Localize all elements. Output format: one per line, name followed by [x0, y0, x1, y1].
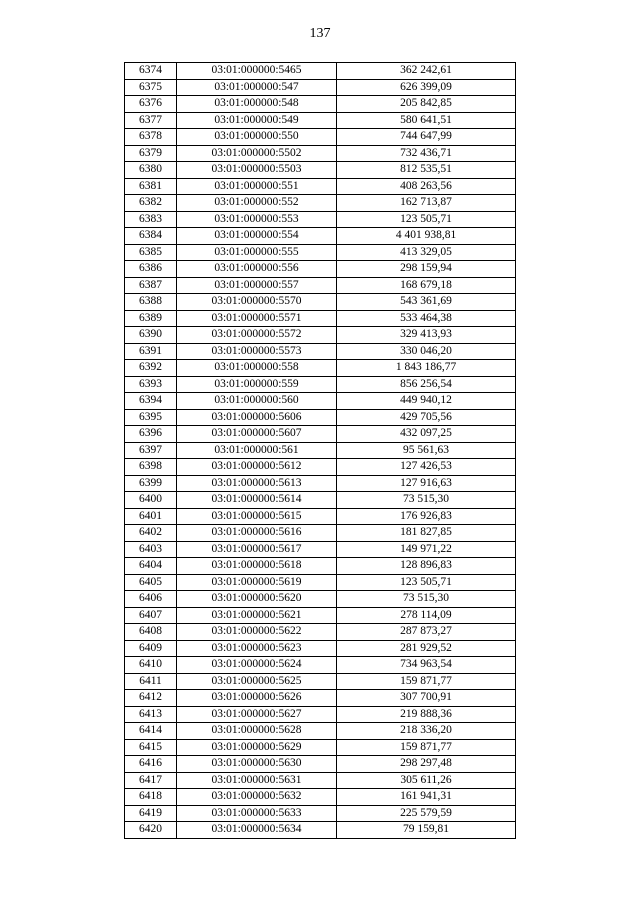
row-number-cell: 6417: [125, 772, 177, 789]
cadastral-number-cell: 03:01:000000:5573: [177, 343, 337, 360]
row-number-cell: 6419: [125, 805, 177, 822]
cadastral-number-cell: 03:01:000000:5617: [177, 541, 337, 558]
cadastral-value-cell: 812 535,51: [337, 162, 516, 179]
row-number-cell: 6420: [125, 822, 177, 839]
row-number-cell: 6384: [125, 228, 177, 245]
cadastral-value-cell: 281 929,52: [337, 640, 516, 657]
row-number-cell: 6383: [125, 211, 177, 228]
cadastral-number-cell: 03:01:000000:5502: [177, 145, 337, 162]
row-number-cell: 6401: [125, 508, 177, 525]
row-number-cell: 6374: [125, 63, 177, 80]
row-number-cell: 6395: [125, 409, 177, 426]
page-number: 137: [309, 26, 331, 41]
table-row: [125, 508, 516, 525]
table-row: [125, 558, 516, 575]
cadastral-number-cell: 03:01:000000:5615: [177, 508, 337, 525]
cadastral-number-cell: 03:01:000000:549: [177, 112, 337, 129]
table-row: [125, 525, 516, 542]
row-number-cell: 6414: [125, 723, 177, 740]
cadastral-value-cell: 287 873,27: [337, 624, 516, 641]
cadastral-value-cell: 413 329,05: [337, 244, 516, 261]
row-number-cell: 6411: [125, 673, 177, 690]
cadastral-number-cell: 03:01:000000:5465: [177, 63, 337, 80]
cadastral-value-cell: 307 700,91: [337, 690, 516, 707]
table-row: [125, 195, 516, 212]
table-row: [125, 409, 516, 426]
row-number-cell: 6407: [125, 607, 177, 624]
cadastral-number-cell: 03:01:000000:5616: [177, 525, 337, 542]
row-number-cell: 6410: [125, 657, 177, 674]
cadastral-number-cell: 03:01:000000:5613: [177, 475, 337, 492]
table-row: [125, 442, 516, 459]
cadastral-number-cell: 03:01:000000:5626: [177, 690, 337, 707]
table-body: [125, 63, 516, 839]
table-row: [125, 96, 516, 113]
row-number-cell: 6392: [125, 360, 177, 377]
table-row: [125, 591, 516, 608]
table-row: [125, 459, 516, 476]
cadastral-value-cell: 734 963,54: [337, 657, 516, 674]
row-number-cell: 6413: [125, 706, 177, 723]
row-number-cell: 6408: [125, 624, 177, 641]
cadastral-number-cell: 03:01:000000:5622: [177, 624, 337, 641]
row-number-cell: 6400: [125, 492, 177, 509]
cadastral-number-cell: 03:01:000000:5624: [177, 657, 337, 674]
table-row: [125, 657, 516, 674]
cadastral-value-cell: 732 436,71: [337, 145, 516, 162]
cadastral-number-cell: 03:01:000000:5633: [177, 805, 337, 822]
cadastral-value-cell: 744 647,99: [337, 129, 516, 146]
cadastral-value-cell: 168 679,18: [337, 277, 516, 294]
row-number-cell: 6376: [125, 96, 177, 113]
row-number-cell: 6418: [125, 789, 177, 806]
table-row: [125, 789, 516, 806]
cadastral-value-cell: 330 046,20: [337, 343, 516, 360]
cadastral-value-cell: 149 971,22: [337, 541, 516, 558]
table-row: [125, 772, 516, 789]
cadastral-value-cell: 123 505,71: [337, 574, 516, 591]
row-number-cell: 6399: [125, 475, 177, 492]
cadastral-number-cell: 03:01:000000:5618: [177, 558, 337, 575]
cadastral-value-cell: 159 871,77: [337, 673, 516, 690]
cadastral-value-cell: 79 159,81: [337, 822, 516, 839]
table-row: [125, 624, 516, 641]
cadastral-value-cell: 278 114,09: [337, 607, 516, 624]
cadastral-number-cell: 03:01:000000:5634: [177, 822, 337, 839]
cadastral-value-cell: 856 256,54: [337, 376, 516, 393]
table-row: [125, 805, 516, 822]
cadastral-number-cell: 03:01:000000:5621: [177, 607, 337, 624]
table-row: [125, 244, 516, 261]
cadastral-number-cell: 03:01:000000:5606: [177, 409, 337, 426]
cadastral-number-cell: 03:01:000000:5625: [177, 673, 337, 690]
table-row: [125, 162, 516, 179]
row-number-cell: 6378: [125, 129, 177, 146]
table-row: [125, 574, 516, 591]
cadastral-number-cell: 03:01:000000:5630: [177, 756, 337, 773]
cadastral-value-cell: 580 641,51: [337, 112, 516, 129]
table-row: [125, 541, 516, 558]
row-number-cell: 6409: [125, 640, 177, 657]
cadastral-number-cell: 03:01:000000:5570: [177, 294, 337, 311]
cadastral-value-cell: 449 940,12: [337, 393, 516, 410]
row-number-cell: 6375: [125, 79, 177, 96]
row-number-cell: 6393: [125, 376, 177, 393]
row-number-cell: 6377: [125, 112, 177, 129]
cadastral-value-cell: 429 705,56: [337, 409, 516, 426]
table-row: [125, 393, 516, 410]
cadastral-number-cell: 03:01:000000:553: [177, 211, 337, 228]
cadastral-value-cell: 159 871,77: [337, 739, 516, 756]
cadastral-number-cell: 03:01:000000:5607: [177, 426, 337, 443]
cadastral-value-cell: 123 505,71: [337, 211, 516, 228]
table-row: [125, 706, 516, 723]
row-number-cell: 6391: [125, 343, 177, 360]
cadastral-value-cell: 432 097,25: [337, 426, 516, 443]
table-row: [125, 723, 516, 740]
table-row: [125, 63, 516, 80]
table-row: [125, 756, 516, 773]
row-number-cell: 6387: [125, 277, 177, 294]
cadastral-value-cell: 128 896,83: [337, 558, 516, 575]
cadastral-number-cell: 03:01:000000:556: [177, 261, 337, 278]
table-row: [125, 376, 516, 393]
table-row: [125, 640, 516, 657]
table-row: [125, 211, 516, 228]
cadastral-value-cell: 176 926,83: [337, 508, 516, 525]
cadastral-number-cell: 03:01:000000:5503: [177, 162, 337, 179]
cadastral-number-cell: 03:01:000000:554: [177, 228, 337, 245]
cadastral-value-table: [124, 62, 516, 839]
table-row: [125, 79, 516, 96]
row-number-cell: 6381: [125, 178, 177, 195]
cadastral-number-cell: 03:01:000000:5632: [177, 789, 337, 806]
row-number-cell: 6405: [125, 574, 177, 591]
table-row: [125, 739, 516, 756]
cadastral-number-cell: 03:01:000000:5628: [177, 723, 337, 740]
row-number-cell: 6390: [125, 327, 177, 344]
cadastral-value-cell: 298 159,94: [337, 261, 516, 278]
cadastral-number-cell: 03:01:000000:547: [177, 79, 337, 96]
cadastral-value-cell: 1 843 186,77: [337, 360, 516, 377]
cadastral-value-cell: 205 842,85: [337, 96, 516, 113]
cadastral-value-cell: 219 888,36: [337, 706, 516, 723]
row-number-cell: 6389: [125, 310, 177, 327]
cadastral-number-cell: 03:01:000000:5614: [177, 492, 337, 509]
row-number-cell: 6397: [125, 442, 177, 459]
table-row: [125, 673, 516, 690]
cadastral-number-cell: 03:01:000000:5627: [177, 706, 337, 723]
cadastral-value-cell: 543 361,69: [337, 294, 516, 311]
table-row: [125, 426, 516, 443]
row-number-cell: 6380: [125, 162, 177, 179]
table-row: [125, 360, 516, 377]
table-row: [125, 129, 516, 146]
cadastral-value-cell: 329 413,93: [337, 327, 516, 344]
cadastral-number-cell: 03:01:000000:5612: [177, 459, 337, 476]
table-row: [125, 112, 516, 129]
cadastral-number-cell: 03:01:000000:559: [177, 376, 337, 393]
cadastral-number-cell: 03:01:000000:555: [177, 244, 337, 261]
cadastral-value-cell: 626 399,09: [337, 79, 516, 96]
cadastral-number-cell: 03:01:000000:558: [177, 360, 337, 377]
cadastral-number-cell: 03:01:000000:5572: [177, 327, 337, 344]
table-row: [125, 310, 516, 327]
row-number-cell: 6388: [125, 294, 177, 311]
table-row: [125, 145, 516, 162]
cadastral-value-cell: 533 464,38: [337, 310, 516, 327]
cadastral-value-cell: 225 579,59: [337, 805, 516, 822]
table-row: [125, 690, 516, 707]
cadastral-value-cell: 218 336,20: [337, 723, 516, 740]
row-number-cell: 6379: [125, 145, 177, 162]
row-number-cell: 6404: [125, 558, 177, 575]
table-row: [125, 475, 516, 492]
row-number-cell: 6386: [125, 261, 177, 278]
table-row: [125, 261, 516, 278]
cadastral-value-cell: 305 611,26: [337, 772, 516, 789]
cadastral-number-cell: 03:01:000000:5619: [177, 574, 337, 591]
cadastral-number-cell: 03:01:000000:550: [177, 129, 337, 146]
cadastral-number-cell: 03:01:000000:5620: [177, 591, 337, 608]
row-number-cell: 6394: [125, 393, 177, 410]
row-number-cell: 6398: [125, 459, 177, 476]
cadastral-value-cell: 73 515,30: [337, 591, 516, 608]
cadastral-number-cell: 03:01:000000:557: [177, 277, 337, 294]
cadastral-number-cell: 03:01:000000:5629: [177, 739, 337, 756]
table-row: [125, 228, 516, 245]
cadastral-value-cell: 127 916,63: [337, 475, 516, 492]
table-row: [125, 492, 516, 509]
cadastral-number-cell: 03:01:000000:5623: [177, 640, 337, 657]
cadastral-number-cell: 03:01:000000:552: [177, 195, 337, 212]
cadastral-value-cell: 408 263,56: [337, 178, 516, 195]
cadastral-value-cell: 362 242,61: [337, 63, 516, 80]
cadastral-number-cell: 03:01:000000:5571: [177, 310, 337, 327]
table-row: [125, 294, 516, 311]
cadastral-value-cell: 161 941,31: [337, 789, 516, 806]
cadastral-value-cell: 298 297,48: [337, 756, 516, 773]
cadastral-number-cell: 03:01:000000:5631: [177, 772, 337, 789]
cadastral-value-cell: 4 401 938,81: [337, 228, 516, 245]
row-number-cell: 6415: [125, 739, 177, 756]
row-number-cell: 6403: [125, 541, 177, 558]
table-row: [125, 277, 516, 294]
table-row: [125, 607, 516, 624]
cadastral-value-cell: 73 515,30: [337, 492, 516, 509]
row-number-cell: 6402: [125, 525, 177, 542]
row-number-cell: 6396: [125, 426, 177, 443]
row-number-cell: 6412: [125, 690, 177, 707]
cadastral-value-cell: 162 713,87: [337, 195, 516, 212]
cadastral-number-cell: 03:01:000000:548: [177, 96, 337, 113]
row-number-cell: 6406: [125, 591, 177, 608]
table-row: [125, 343, 516, 360]
cadastral-value-cell: 127 426,53: [337, 459, 516, 476]
table-row: [125, 822, 516, 839]
cadastral-number-cell: 03:01:000000:551: [177, 178, 337, 195]
table-row: [125, 327, 516, 344]
cadastral-number-cell: 03:01:000000:560: [177, 393, 337, 410]
cadastral-number-cell: 03:01:000000:561: [177, 442, 337, 459]
cadastral-value-cell: 95 561,63: [337, 442, 516, 459]
cadastral-value-cell: 181 827,85: [337, 525, 516, 542]
row-number-cell: 6382: [125, 195, 177, 212]
row-number-cell: 6416: [125, 756, 177, 773]
table-row: [125, 178, 516, 195]
row-number-cell: 6385: [125, 244, 177, 261]
